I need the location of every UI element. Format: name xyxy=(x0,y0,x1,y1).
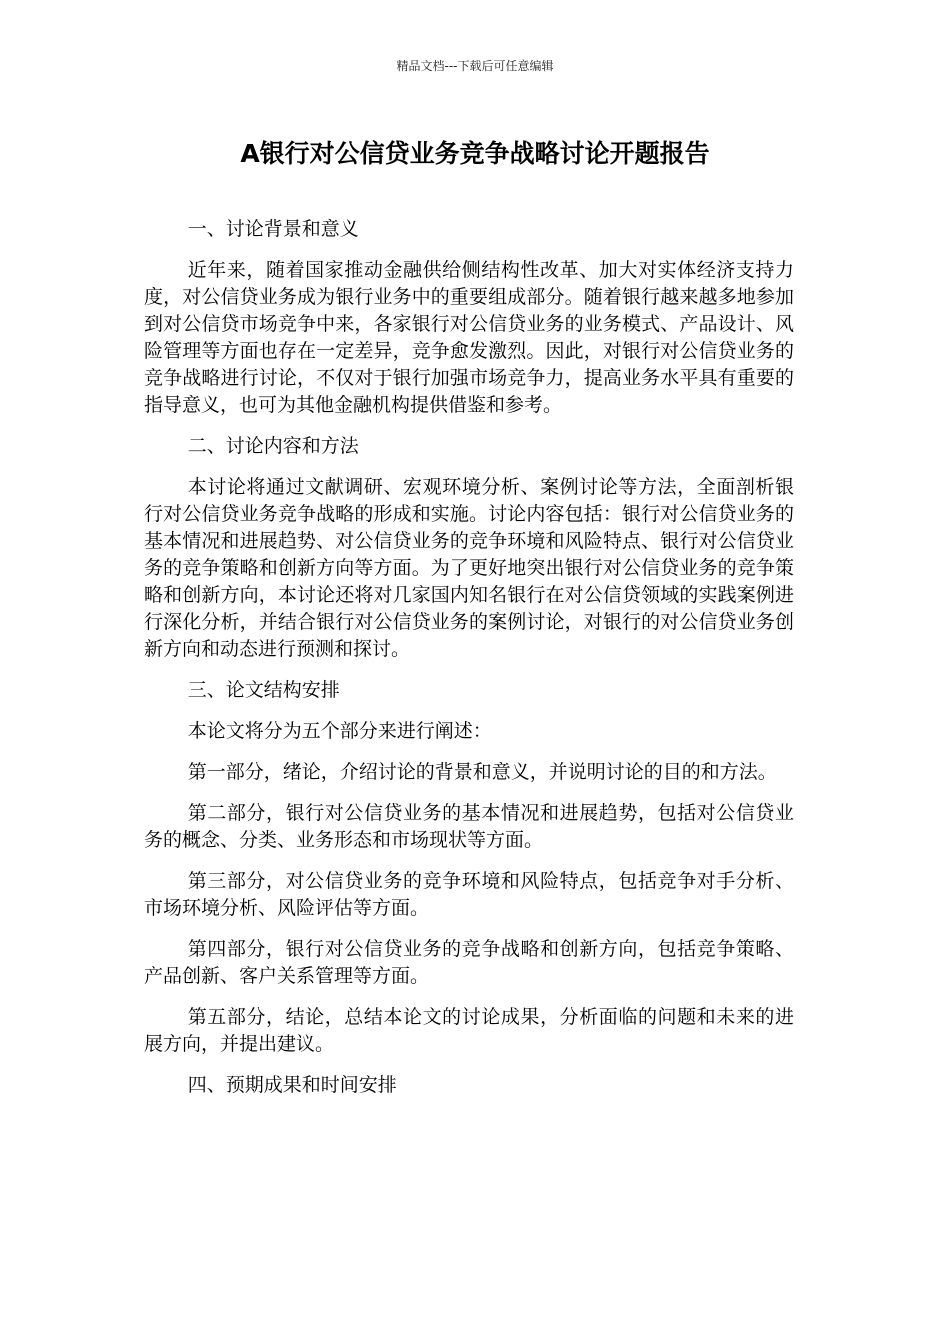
document-title: A银行对公信贷业务竞争战略讨论开题报告 xyxy=(240,139,710,168)
page-header: 精品文档---下载后可任意编辑 xyxy=(396,59,554,73)
section-heading-background: 一、讨论背景和意义 xyxy=(187,218,359,240)
paragraph-content-methods: 本讨论将通过文献调研、宏观环境分析、案例讨论等方法，全面剖析银行对公信贷业务竞争战略的形成和实施。讨论内容包括：银行对公信贷业务的基本情况和进展趋势、对公信贷业务的竞争环境和风险特点、银行对公信贷业务的竞争策略和创新方向等方面。为了更好地突出银行对公信贷业务的竞争策略和创新方向，本讨论还将对几家国内知名银行在对公信贷领域的实践案例进行深化分析，并结合银行对公信贷业务的案例讨论，对银行的对公信贷业务创新方向和动态进行预测和探讨。 xyxy=(144,476,794,660)
section-heading-outcomes-schedule: 四、预期成果和时间安排 xyxy=(187,1074,397,1096)
document-body xyxy=(144,216,794,1113)
structure-intro: 本论文将分为五个部分来进行阐述： xyxy=(187,720,492,742)
section-heading-structure: 三、论文结构安排 xyxy=(187,679,340,701)
structure-item-part-5: 第五部分，结论，总结本论文的讨论成果，分析面临的问题和未来的进展方向，并提出建议。 xyxy=(144,1006,794,1055)
paragraph-background: 近年来，随着国家推动金融供给侧结构性改革、加大对实体经济支持力度，对公信贷业务成为银行业务中的重要组成部分。随着银行越来越多地参加到对公信贷市场竞争中来，各家银行对公信贷业务的业务模式、产品设计、风险管理等方面也存在一定差异，竞争愈发激烈。因此，对银行对公信贷业务的竞争战略进行讨论，不仅对于银行加强市场竞争力，提高业务水平具有重要的指导意义，也可为其他金融机构提供借鉴和参考。 xyxy=(144,259,794,416)
structure-item-part-4: 第四部分，银行对公信贷业务的竞争战略和创新方向，包括竞争策略、产品创新、客户关系管理等方面。 xyxy=(144,938,794,987)
section-heading-content-methods: 二、讨论内容和方法 xyxy=(187,435,359,457)
structure-item-part-1: 第一部分，绪论，介绍讨论的背景和意义，并说明讨论的目的和方法。 xyxy=(187,761,777,783)
structure-item-part-3: 第三部分，对公信贷业务的竞争环境和风险特点，包括竞争对手分析、市场环境分析、风险评估等方面。 xyxy=(144,870,794,919)
structure-item-part-2: 第二部分，银行对公信贷业务的基本情况和进展趋势，包括对公信贷业务的概念、分类、业务形态和市场现状等方面。 xyxy=(144,802,794,851)
